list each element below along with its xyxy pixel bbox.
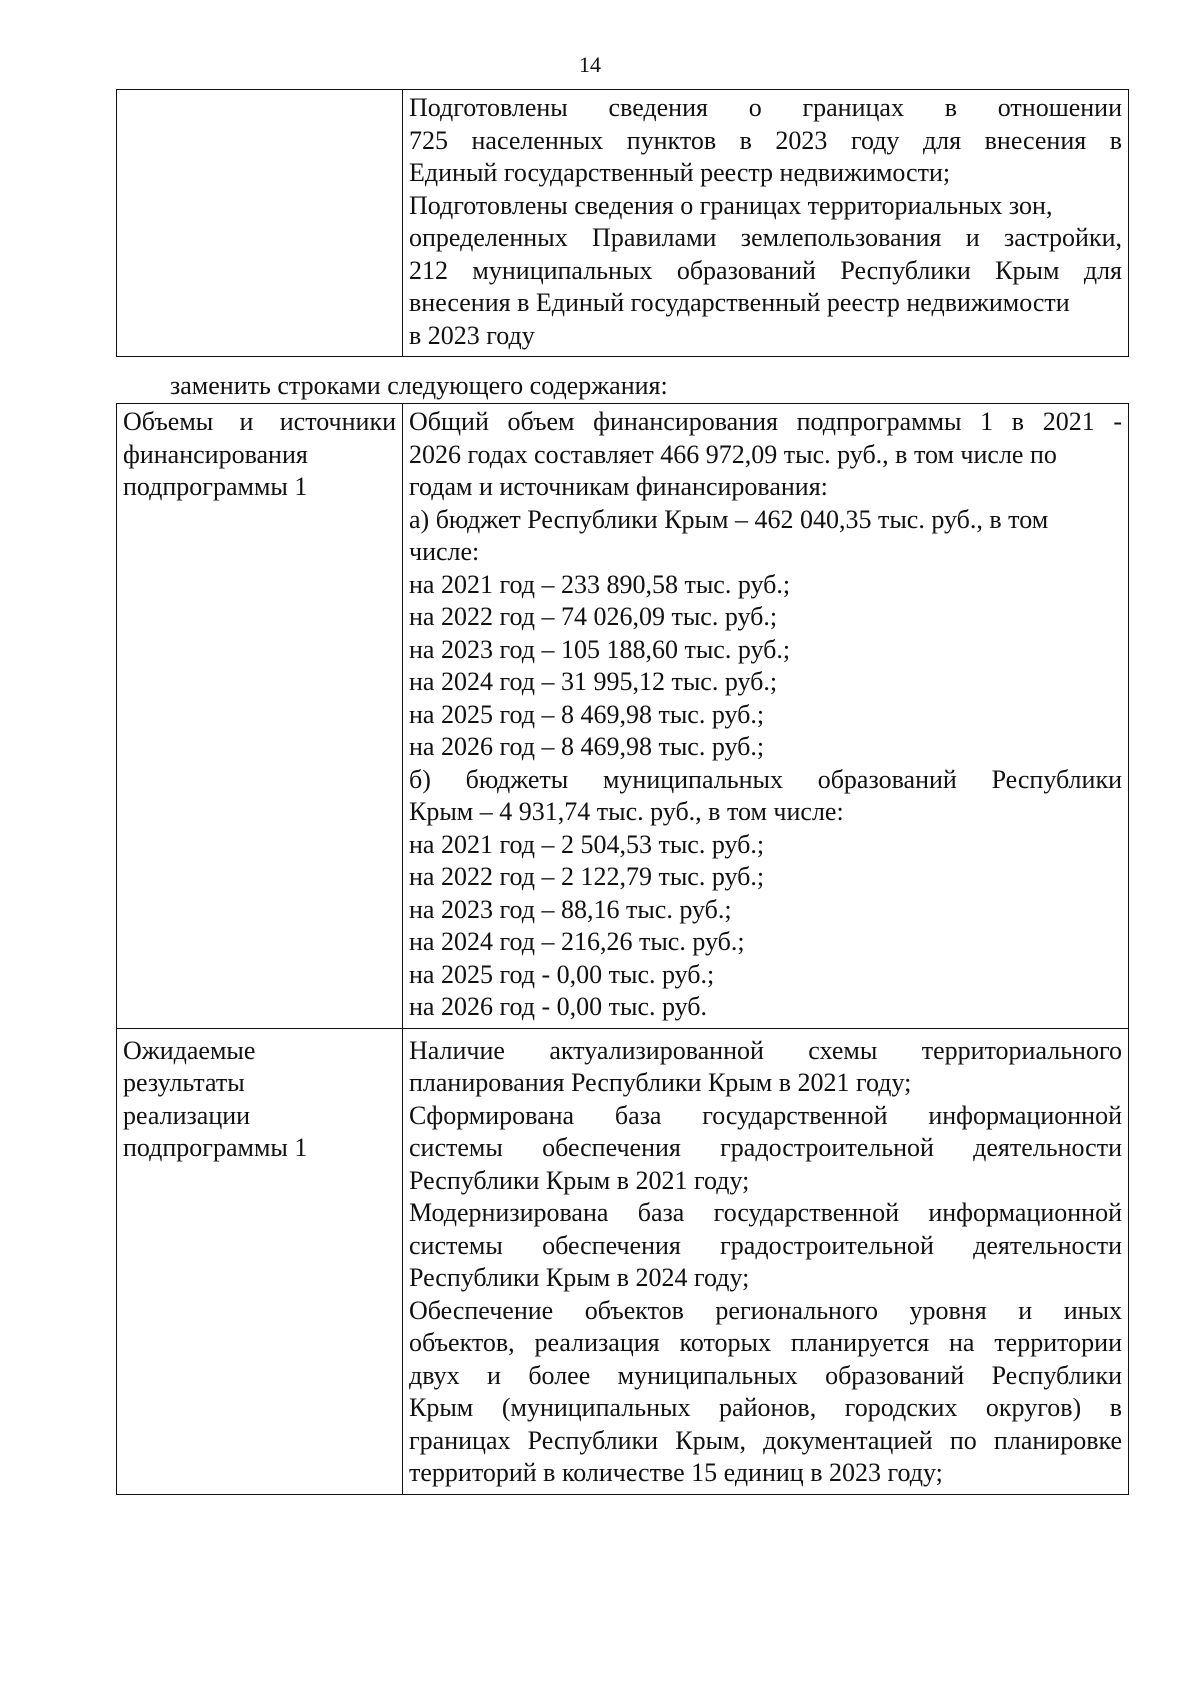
text-line: на 2025 год - 0,00 тыс. руб.;	[409, 959, 715, 989]
label-cell	[117, 90, 403, 357]
label-line: Ожидаемые	[123, 1035, 256, 1065]
label-line: реализации	[123, 1100, 251, 1130]
label-line: финансирования	[123, 439, 308, 469]
text-line: Подготовлены сведения о границах территориальных зон,	[409, 190, 1053, 220]
text-line: на 2026 год - 0,00 тыс. руб.	[409, 992, 708, 1021]
label-cell	[117, 1028, 403, 1494]
text-line: границах Республики Крым, документацией по планировке	[409, 1425, 1122, 1455]
content-cell	[403, 404, 1129, 1029]
text-line: территорий в количестве 15 единиц в 2023 году;	[409, 1458, 943, 1487]
text-line: Модернизирована база государственной информационной	[409, 1198, 1122, 1227]
replace-instruction: заменить строками следующего содержания:	[170, 371, 668, 400]
label-line: результаты	[123, 1068, 245, 1097]
label-cell	[117, 404, 403, 1029]
text-line: Сформирована база государственной информационной	[409, 1100, 1122, 1130]
label-line: Объемы и источники	[123, 407, 396, 436]
text-line: на 2022 год – 2 122,79 тыс. руб.;	[409, 862, 765, 891]
text-line: системы обеспечения градостроительной деятельности	[409, 1230, 1122, 1260]
text-line: Общий объем финансирования подпрограммы 1 в 2021 -	[409, 407, 1122, 436]
text-line: на 2023 год – 88,16 тыс. руб.;	[409, 894, 732, 924]
text-line: б) бюджеты муниципальных образований Республики	[409, 764, 1122, 794]
content-cell	[403, 1028, 1129, 1494]
text-line: Наличие актуализированной схемы территориального	[409, 1035, 1122, 1065]
label-line: подпрограммы 1	[123, 1133, 308, 1162]
text-line: на 2021 год – 2 504,53 тыс. руб.;	[409, 829, 765, 859]
text-line: Единый государственный реестр недвижимости;	[409, 158, 951, 187]
text-line: Обеспечение объектов регионального уровня и иных	[409, 1295, 1122, 1325]
text-line: числе:	[409, 537, 480, 566]
table-row	[117, 404, 1129, 1029]
label-line: подпрограммы 1	[123, 472, 308, 501]
text-line: а) бюджет Республики Крым – 462 040,35 тыс. руб., в том	[409, 504, 1049, 534]
text-line: в 2023 году	[409, 320, 535, 350]
text-line: объектов, реализация которых планируется на территории	[409, 1328, 1122, 1357]
text-line: Республики Крым в 2024 году;	[409, 1263, 750, 1292]
text-line: на 2021 год – 233 890,58 тыс. руб.;	[409, 569, 791, 599]
page-number: 14	[579, 52, 601, 77]
text-line: Крым (муниципальных районов, городских округов) в	[409, 1393, 1122, 1422]
text-line: планирования Республики Крым в 2021 году;	[409, 1068, 912, 1097]
text-line: на 2023 год – 105 188,60 тыс. руб.;	[409, 634, 791, 664]
text-line: 2026 годах составляет 466 972,09 тыс. руб., в том числе по	[409, 439, 1057, 469]
text-line: на 2024 год – 216,26 тыс. руб.;	[409, 927, 745, 956]
text-line: годам и источникам финансирования:	[409, 472, 828, 501]
top-table	[116, 89, 1129, 357]
content-cell	[403, 90, 1129, 357]
text-line: Подготовлены сведения о границах в отношении	[409, 93, 1122, 122]
text-line: 725 населенных пунктов в 2023 году для внесения в	[409, 125, 1122, 155]
text-line: на 2024 год – 31 995,12 тыс. руб.;	[409, 667, 778, 696]
text-line: определенных Правилами землепользования и застройки,	[409, 223, 1122, 252]
text-line: на 2022 год – 74 026,09 тыс. руб.;	[409, 602, 778, 631]
table-row	[117, 1028, 1129, 1494]
text-line: Крым – 4 931,74 тыс. руб., в том числе:	[409, 797, 844, 826]
text-line: 212 муниципальных образований Республики Крым для	[409, 255, 1122, 285]
text-line: двух и более муниципальных образований Республики	[409, 1360, 1122, 1390]
text-line: на 2025 год – 8 469,98 тыс. руб.;	[409, 699, 765, 729]
text-line: внесения в Единый государственный реестр недвижимости	[409, 288, 1070, 317]
table-row	[117, 90, 1129, 357]
text-line: на 2026 год – 8 469,98 тыс. руб.;	[409, 732, 765, 761]
text-line: системы обеспечения градостроительной деятельности	[409, 1133, 1122, 1162]
bottom-table	[116, 403, 1129, 1495]
text-line: Республики Крым в 2021 году;	[409, 1165, 750, 1195]
